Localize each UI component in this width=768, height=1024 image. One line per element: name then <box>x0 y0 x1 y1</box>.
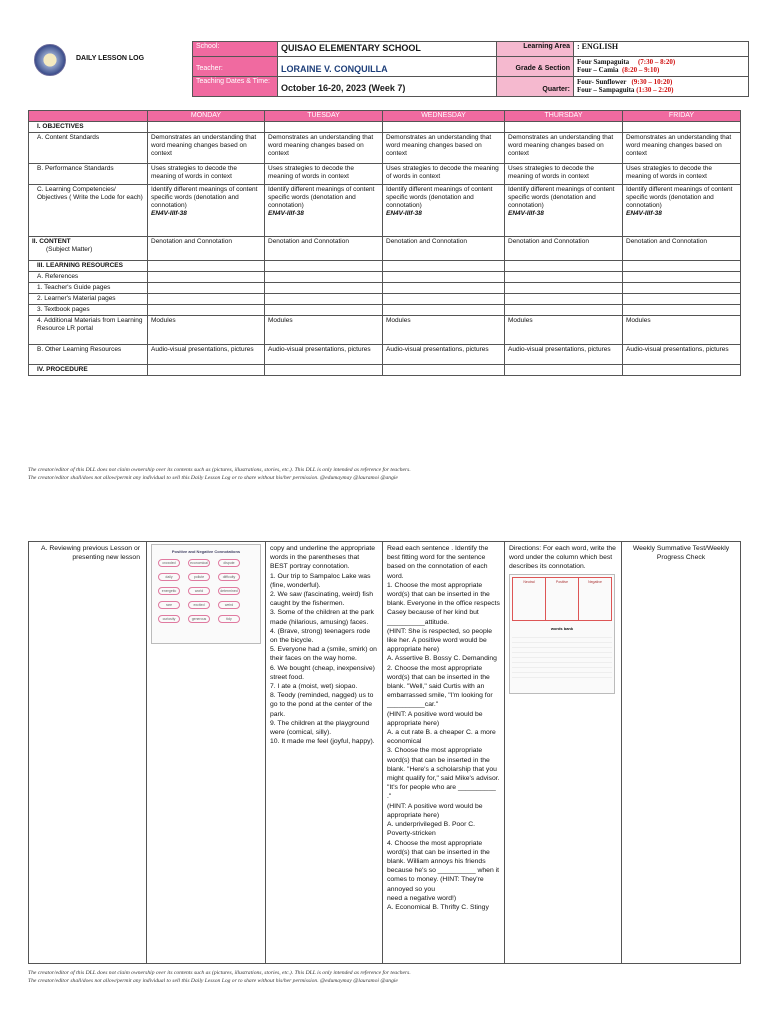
tuesday-line: 8. Teody (reminded, nagged) us to go to the pond at the center of the park. <box>270 692 374 718</box>
wednesday-line: A. a cut rate B. a cheaper C. a more economical <box>387 729 496 746</box>
references-label: A. References <box>29 272 148 283</box>
procedure-heading: IV. PROCEDURE <box>29 365 148 376</box>
footer-line1: The creator/editor of this DLL does not claim ownership over its contents such as (pictures, illustrations, stories, etc.). This DLL is only intended as reference for teachers. <box>28 467 411 473</box>
day-friday: FRIDAY <box>623 111 741 122</box>
column-positive: Positive <box>546 578 579 620</box>
additional-materials-label: 4. Additional Materials from Learning Resource LR portal <box>29 316 148 345</box>
competencies-label: C. Learning Competencies/ Objectives ( Write the Lode for each) <box>29 185 148 237</box>
sections-later <box>574 77 749 97</box>
worksheet-word: weird <box>218 601 240 609</box>
competency-code: EN4V-IIIf-38 <box>268 210 304 217</box>
section-name: Four- Sunflower <box>577 78 627 86</box>
content-wednesday: Denotation and Connotation <box>383 237 505 261</box>
learning-area-label: Learning Area <box>497 42 574 57</box>
competency-cell <box>148 185 265 237</box>
dates-label: Teaching Dates & Time: <box>193 77 278 97</box>
wednesday-line: (HINT: She is respected, so people like her. A positive word would be appropriate here) <box>387 627 493 654</box>
wednesday-line: (HINT: A positive word would be appropriate here) <box>387 802 483 819</box>
competency-text: Identify different meanings of content specific words (denotation and connotation) <box>626 186 733 209</box>
tuesday-line: 6. We bought (cheap, inexpensive) street food. <box>270 664 375 681</box>
competency-code: EN4V-IIIf-38 <box>151 210 187 217</box>
log-title: DAILY LESSON LOG <box>76 55 145 62</box>
column-negative: Negative <box>588 579 602 584</box>
footer-line2: The creator/editor shall/does not allow/permit any individual to sell this Daily Lesson Log or to share without his/her permission. @edumaymay @lauramoi @angie <box>28 475 398 481</box>
day-wednesday: WEDNESDAY <box>383 111 505 122</box>
corner-cell <box>29 111 148 122</box>
worksheet-word: difficulty <box>218 573 240 581</box>
teaching-dates: October 16-20, 2023 (Week 7) <box>278 77 497 97</box>
content-standards-friday: Demonstrates an understanding that word meaning changes based on context <box>623 133 741 164</box>
header-table <box>192 41 749 97</box>
sections-morning <box>574 57 749 77</box>
objectives-heading: I. OBJECTIVES <box>29 122 148 133</box>
worksheet-word: tidy <box>218 615 240 623</box>
content-monday: Denotation and Connotation <box>148 237 265 261</box>
day-tuesday: TUESDAY <box>265 111 383 122</box>
wednesday-line: A. underprivileged B. Poor C. Poverty-stricken <box>387 821 476 838</box>
tuesday-line: 3. Some of the children at the park made (hilarious, amusing) faces. <box>270 609 374 626</box>
school-label: School: <box>193 42 278 57</box>
section-time: (9:30 – 10:20) <box>631 78 673 86</box>
footer-page1 <box>28 466 411 482</box>
teachers-guide-label: 1. Teacher's Guide pages <box>29 283 148 294</box>
learners-material-label: 2. Learner's Material pages <box>29 294 148 305</box>
worksheet-word: generous <box>188 615 210 623</box>
footer-page2 <box>28 969 411 985</box>
content-standards-monday: Demonstrates an understanding that word meaning changes based on context <box>148 133 265 164</box>
tuesday-line: 9. The children at the playground were (comical, silly). <box>270 719 370 737</box>
competency-code: EN4V-IIIf-38 <box>626 210 662 217</box>
column-neutral: Neutral <box>513 578 546 620</box>
additional-wednesday: Modules <box>383 316 505 345</box>
competency-code: EN4V-IIIf-38 <box>508 210 544 217</box>
performance-standards-monday: Uses strategies to decode the meaning of words in context <box>148 164 265 185</box>
wednesday-line: 4. Choose the most appropriate word(s) that can be inserted in the blank. William annoys his friends because he's so __________ when it comes to money. (HINT: They're annoyed so you <box>387 839 500 893</box>
word-bank-rows <box>512 633 612 678</box>
tuesday-line: 1. Our trip to Sampaloc Lake was (fine, wonderful). <box>270 572 371 589</box>
tuesday-line: 7. I ate a (moist, wet) siopao. <box>270 683 358 691</box>
competency-text: Identify different meanings of content specific words (denotation and connotation) <box>508 186 615 209</box>
tuesday-line: 2. We saw (fascinating, weird) fish caught by the fishermen. <box>270 591 373 608</box>
resources-heading: III. LEARNING RESOURCES <box>29 261 148 272</box>
quarter-label: Quarter: <box>497 77 574 97</box>
wednesday-line: 2. Choose the most appropriate word(s) that can be inserted in the blank. "Well," said Curtis with an embarrassed smile, "I'm looking for __________car." <box>387 664 493 709</box>
learning-area: : ENGLISH <box>574 42 749 57</box>
wednesday-line: Read each sentence . Identify the best fitting word for the sentence based on the connotation of each word. <box>387 545 489 580</box>
worksheet-word: pollute <box>188 573 210 581</box>
worksheet-word: economical <box>188 559 210 567</box>
competency-code: EN4V-IIIf-38 <box>386 210 422 217</box>
other-monday: Audio-visual presentations, pictures <box>148 345 265 365</box>
footer-line1: The creator/editor of this DLL does not claim ownership over its contents such as (pictures, illustrations, stories, etc.). This DLL is only intended as reference for teachers. <box>28 970 411 976</box>
section-name: Four – Camia <box>577 66 619 74</box>
procedure-table <box>28 541 741 964</box>
performance-standards-thursday: Uses strategies to decode the meaning of words in context <box>505 164 623 185</box>
other-friday: Audio-visual presentations, pictures <box>623 345 741 365</box>
worksheet-word: crowded <box>158 559 180 567</box>
thursday-directions: Directions: For each word, write the word under the column which best describes its connotation. <box>509 545 616 571</box>
other-thursday: Audio-visual presentations, pictures <box>505 345 623 365</box>
worksheet-word: curiosity <box>158 615 180 623</box>
content-label: II. CONTENT <box>32 238 71 245</box>
content-friday: Denotation and Connotation <box>623 237 741 261</box>
competency-text: Identify different meanings of content specific words (denotation and connotation) <box>151 186 258 209</box>
worksheet-word: excited <box>188 601 210 609</box>
competency-cell <box>265 185 383 237</box>
content-standards-label: A. Content Standards <box>29 133 148 164</box>
deped-logo <box>34 44 66 76</box>
word-bank-title: words bank <box>550 625 574 631</box>
content-tuesday: Denotation and Connotation <box>265 237 383 261</box>
content-label-cell <box>29 237 148 261</box>
day-monday: MONDAY <box>148 111 265 122</box>
additional-tuesday: Modules <box>265 316 383 345</box>
additional-monday: Modules <box>148 316 265 345</box>
worksheet-word: energetic <box>158 587 180 595</box>
worksheet-words <box>154 556 258 626</box>
additional-thursday: Modules <box>505 316 623 345</box>
worksheet-word: dispute <box>218 559 240 567</box>
friday-activity: Weekly Summative Test/Weekly Progress Check <box>622 542 741 964</box>
worksheet-title: Positive and Negative Connotations <box>171 549 241 554</box>
competency-cell <box>623 185 741 237</box>
footer-line2: The creator/editor shall/does not allow/permit any individual to sell this Daily Lesson Log or to share without his/her permission. @edumaymay @lauramoi @angie <box>28 978 398 984</box>
grade-section-label: Grade & Section <box>497 57 574 77</box>
section-time: (1:30 – 2:20) <box>636 86 674 94</box>
additional-friday: Modules <box>623 316 741 345</box>
other-wednesday: Audio-visual presentations, pictures <box>383 345 505 365</box>
section-time: (8:20 – 9:10) <box>621 66 660 74</box>
section-name: Four Sampaguita <box>577 58 630 66</box>
wednesday-line: (HINT: A positive word would be appropriate here) <box>387 710 483 727</box>
worksheet-word: world <box>188 587 210 595</box>
monday-activity <box>147 542 266 964</box>
worksheet-word: rare <box>158 601 180 609</box>
section-time: (7:30 – 8:20) <box>637 58 676 66</box>
day-thursday: THURSDAY <box>505 111 623 122</box>
procedure-a-label: A. Reviewing previous Lesson or presenting new lesson <box>29 542 147 964</box>
competency-cell <box>505 185 623 237</box>
wednesday-activity <box>383 542 505 964</box>
wednesday-line: need a negative word!) <box>387 894 457 902</box>
wednesday-line: 3. Choose the most appropriate word(s) that can be inserted in the blank. "Here's a scholarship that you might qualify for," said Mike's advisor. "It's for people who are __________ ." <box>387 747 500 801</box>
school-name: QUISAO ELEMENTARY SCHOOL <box>278 42 497 57</box>
wednesday-line: A. Assertive B. Bossy C. Demanding <box>387 655 497 663</box>
dll-table <box>28 110 741 376</box>
competency-cell <box>383 185 505 237</box>
textbook-label: 3. Textbook pages <box>29 305 148 316</box>
content-sub-label: (Subject Matter) <box>46 246 93 253</box>
teacher-name: LORAINE V. CONQUILLA <box>278 57 497 77</box>
performance-standards-friday: Uses strategies to decode the meaning of words in context <box>623 164 741 185</box>
performance-standards-wednesday: Uses strategies to decode the meaning of words in context <box>383 164 505 185</box>
connotation-columns <box>512 577 612 621</box>
wednesday-line: A. Economical B. Thrifty C. Stingy <box>387 903 489 911</box>
thursday-activity <box>505 542 622 964</box>
tuesday-line: copy and underline the appropriate words in the parentheses that BEST portray connotation. <box>270 545 376 571</box>
tuesday-line: 5. Everyone had a (smile, smirk) on their faces on the way home. <box>270 646 377 663</box>
section-name: Four – Sampaguita <box>577 86 635 94</box>
content-standards-thursday: Demonstrates an understanding that word meaning changes based on context <box>505 133 623 164</box>
content-thursday: Denotation and Connotation <box>505 237 623 261</box>
teacher-label: Teacher: <box>193 57 278 77</box>
performance-standards-tuesday: Uses strategies to decode the meaning of words in context <box>265 164 383 185</box>
content-standards-tuesday: Demonstrates an understanding that word meaning changes based on context <box>265 133 383 164</box>
tuesday-activity <box>266 542 383 964</box>
other-tuesday: Audio-visual presentations, pictures <box>265 345 383 365</box>
worksheet-word: daily <box>158 573 180 581</box>
competency-text: Identify different meanings of content specific words (denotation and connotation) <box>386 186 493 209</box>
performance-standards-label: B. Performance Standards <box>29 164 148 185</box>
worksheet-word: determined <box>218 587 240 595</box>
tuesday-line: 10. It made me feel (joyful, happy). <box>270 738 375 746</box>
content-standards-wednesday: Demonstrates an understanding that word meaning changes based on context <box>383 133 505 164</box>
worksheet-thumbnail <box>151 544 261 644</box>
other-resources-label: B. Other Learning Resources <box>29 345 148 365</box>
wednesday-line: 1. Choose the most appropriate word(s) that can be inserted in the blank. Everyone in the office respects Casey because of her kind but __________attitude. <box>387 581 500 626</box>
competency-text: Identify different meanings of content specific words (denotation and connotation) <box>268 186 375 209</box>
connotation-chart-thumbnail <box>509 574 615 694</box>
tuesday-line: 4. (Brave, strong) teenagers rode on the bicycle. <box>270 627 371 645</box>
